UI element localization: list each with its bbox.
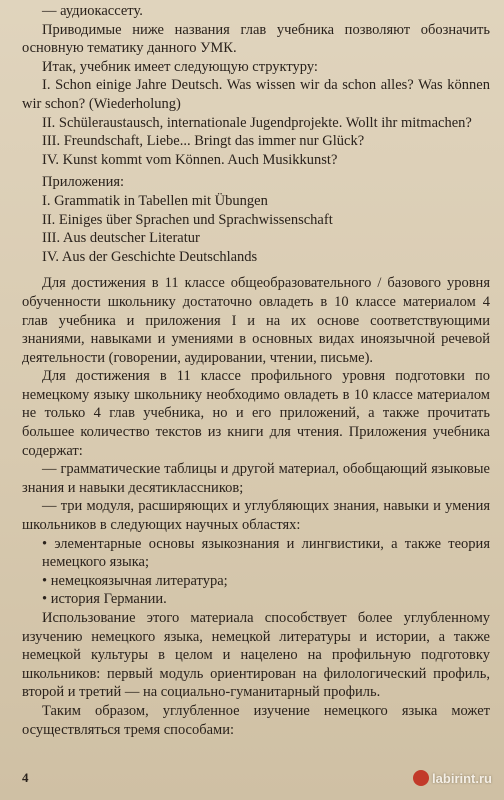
- page-number: 4: [22, 770, 29, 785]
- paragraph-conclusion: Таким образом, углубленное изучение немецкого языка может осуществляться тремя способами:: [22, 702, 490, 738]
- text-line-cassette: — аудиокассету.: [42, 3, 143, 19]
- paragraph-basic-level: Для достижения в 11 классе общеобразовательного / базового уровня обученности школьнику достаточно овладеть в 10 классе материалом 4 глав учебника и приложения I и на их основе соответствующими знаниями, навыками и умениями в основных видах иноязычной речевой деятельности (говорении, аудировании, чтении, письме).: [22, 275, 490, 366]
- watermark-text: labirint.ru: [432, 771, 492, 786]
- chapter-item-3: III. Freundschaft, Liebe... Bringt das immer nur Glück?: [42, 133, 365, 150]
- chapter-item-2: II. Schüleraustausch, internationale Jugendprojekte. Wollt ihr mitmachen?: [42, 114, 472, 131]
- paragraph-profile-level: Для достижения в 11 классе профильного уровня подготовки по немецкому языку школьнику необходимо овладеть в 10 классе материалом не только 4 глав учебника, но и его приложений, а также прочитать большее количество текстов из книги для чтения. Приложения учебника содержат:: [22, 368, 490, 459]
- appendix-item-3: III. Aus deutscher Literatur: [42, 230, 200, 247]
- appendix-item-4: IV. Aus der Geschichte Deutschlands: [42, 248, 258, 265]
- bullet-linguistics: • элементарные основы языкознания и лингвистики, а также теория немецкого языка;: [42, 535, 490, 571]
- paragraph-material-use: Использование этого материала способствует более углубленному изучению немецкого языка, немецкой литературы и истории, а также немецкой культуры в целом и нацелено на профильную подготовку школьников: первый модуль ориентирован на филологический профиль, второй и третий — на социально-гуманитарный профиль.: [22, 610, 490, 701]
- paragraph-chapter-intro: Приводимые ниже названия глав учебника позволяют обозначить основную тематику данного УМК.: [22, 21, 490, 57]
- appendix-item-1: I. Grammatik in Tabellen mit Übungen: [42, 192, 268, 209]
- watermark: [413, 770, 492, 786]
- paragraph-grammar-tables: — грамматические таблицы и другой материал, обобщающий языковые знания и навыки десятиклассников;: [22, 461, 490, 496]
- bullet-history: • история Германии.: [42, 591, 167, 608]
- chapter-item-1: I. Schon einige Jahre Deutsch. Was wissen wir da schon alles? Was können wir schon? (Wiederholung): [22, 77, 490, 112]
- chapter-item-4: IV. Kunst kommt vom Können. Auch Musikkunst?: [42, 151, 338, 168]
- paragraph-three-modules: — три модуля, расширяющих и углубляющих знания, навыки и умения школьников в следующих научных областях:: [22, 498, 490, 534]
- bullet-literature: • немецкоязычная литература;: [42, 572, 228, 589]
- appendix-title: Приложения:: [42, 174, 125, 191]
- paragraph-structure: Итак, учебник имеет следующую структуру:: [42, 58, 318, 75]
- labirint-logo-icon: [413, 770, 429, 786]
- appendix-item-2: II. Einiges über Sprachen und Sprachwissenschaft: [42, 211, 333, 228]
